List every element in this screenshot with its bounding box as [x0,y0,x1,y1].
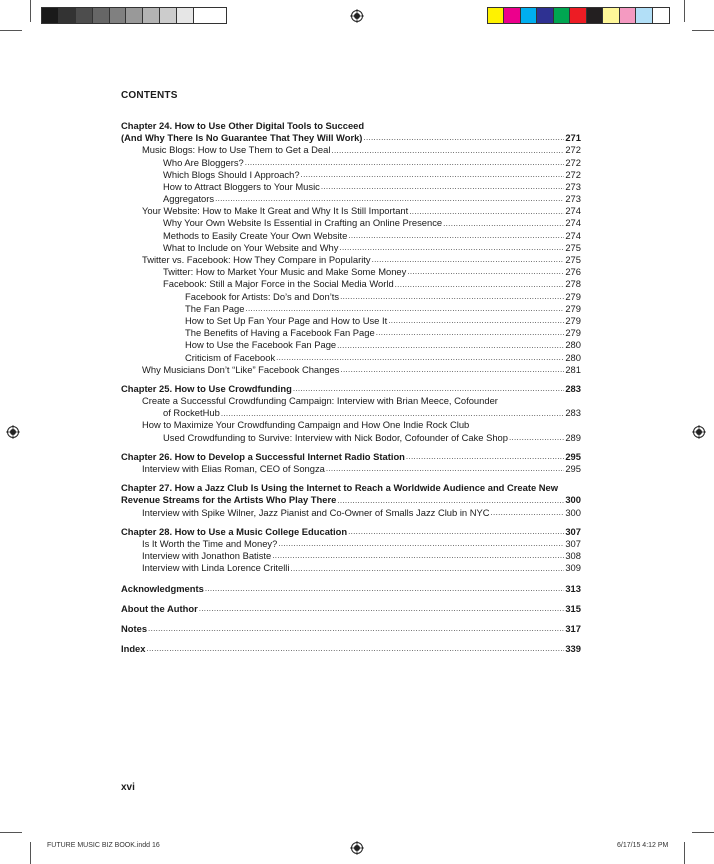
toc-line [121,352,581,364]
toc-line [121,230,581,242]
registration-mark-right-icon [692,425,706,439]
toc-chapter-entry [121,623,581,635]
toc-line [121,132,581,144]
toc-line [121,482,581,494]
toc-chapter-entry [121,583,581,595]
toc-entry [121,420,581,444]
toc-line [121,278,581,290]
footer-file-name: FUTURE MUSIC BIZ BOOK.indd 16 [47,842,160,849]
toc-line [121,254,581,266]
toc-page-number: 283 [565,382,581,394]
toc-chapter-entry [121,526,581,538]
toc-entry [121,364,581,376]
toc-dot-leader [339,242,564,254]
color-swatch [636,8,652,23]
toc-dot-leader [215,193,564,205]
toc-dot-leader [290,563,564,575]
toc-line [121,463,581,475]
toc-line [121,169,581,181]
toc-page-number: 308 [565,550,581,562]
toc-entry [121,291,581,303]
crop-mark-bottom-left-v [30,842,31,864]
toc-dot-leader [372,254,565,266]
toc-line [121,327,581,339]
crop-mark-bottom-right-v [684,842,685,864]
toc-line [121,218,581,230]
color-swatch [488,8,504,23]
toc-entry-title: Facebook: Still a Major Force in the Social Media World [163,278,394,290]
toc-dot-leader [205,583,565,595]
toc-line [121,583,581,595]
toc-dot-leader [491,507,565,519]
toc-entry-title: About the Author [121,602,198,614]
toc-dot-leader [321,181,564,193]
toc-page-number: 309 [565,562,581,574]
toc-dot-leader [443,218,564,230]
toc-entry [121,315,581,327]
toc-entry-title: Notes [121,622,148,634]
toc-dot-leader [509,432,564,444]
color-swatch [570,8,586,23]
toc-dot-leader [331,145,564,157]
toc-dot-leader [148,623,564,635]
toc-entry-title: Interview with Elias Roman, CEO of Songza [142,463,325,475]
crop-mark-bottom-left-h [0,832,22,833]
toc-entry-title: Chapter 27. How a Jazz Club Is Using the Internet to Reach a Worldwide Audience and Create New [121,482,559,494]
toc-dot-leader [376,327,565,339]
toc-page-number: 279 [565,327,581,339]
toc-entry-title: Why Musicians Don’t “Like” Facebook Changes [142,363,340,375]
toc-entry-title: How to Maximize Your Crowdfunding Campaign and How One Indie Rock Club [142,419,470,431]
toc-dot-leader [278,538,564,550]
toc-entry-title: Your Website: How to Make It Great and Why It Is Still Important [142,205,409,217]
toc-page-number: 313 [565,582,581,594]
toc-dot-leader [340,291,564,303]
color-swatch [126,8,143,23]
toc-page-number: 280 [565,351,581,363]
toc-page-number: 276 [565,266,581,278]
toc-page-number: 307 [565,537,581,549]
color-swatch [603,8,619,23]
toc-page-number: 283 [565,407,581,419]
toc-page-number: 295 [565,463,581,475]
process-color-bar [487,7,670,24]
page-number: xvi [121,782,135,793]
toc-entry-title: Methods to Easily Create Your Own Website [163,229,348,241]
toc-dot-leader [340,364,564,376]
color-swatch [537,8,553,23]
toc-entry-title: How to Attract Bloggers to Your Music [163,180,320,192]
toc-page-number: 274 [565,229,581,241]
toc-page-number: 273 [565,180,581,192]
toc-page-number: 272 [565,168,581,180]
toc-dot-leader [395,279,565,291]
toc-entry-title: Why Your Own Website Is Essential in Crafting an Online Presence [163,217,443,229]
toc-page-number: 279 [565,290,581,302]
toc-page-number: 279 [565,302,581,314]
crop-mark-top-right-v [684,0,685,22]
toc-dot-leader [301,169,565,181]
toc-entry [121,157,581,169]
toc-entry-title: Chapter 24. How to Use Other Digital Tools to Succeed [121,119,365,131]
toc-dot-leader [337,495,564,507]
toc-line [121,432,581,444]
registration-mark-left-icon [6,425,20,439]
toc-page-number: 315 [565,602,581,614]
toc-entry [121,339,581,351]
toc-entry [121,463,581,475]
toc-dot-leader [407,266,564,278]
toc-page-number: 272 [565,156,581,168]
toc-line [121,550,581,562]
toc-chapter-entry [121,383,581,395]
toc-entry-title: Chapter 25. How to Use Crowdfunding [121,382,292,394]
grayscale-color-bar [41,7,227,24]
color-swatch [504,8,520,23]
color-swatch [93,8,110,23]
toc-entry [121,254,581,266]
color-swatch [143,8,160,23]
toc-page-number: 279 [565,314,581,326]
toc-entry-title: How to Set Up Fan Your Page and How to Use It [185,314,388,326]
toc-entry [121,352,581,364]
color-swatch [59,8,76,23]
contents-heading: CONTENTS [121,90,178,101]
toc-entry [121,218,581,230]
toc-line [121,205,581,217]
toc-line [121,623,581,635]
toc-line [121,643,581,655]
toc-page-number: 289 [565,431,581,443]
toc-entry-title: Music Blogs: How to Use Them to Get a Deal [142,144,331,156]
color-swatch [194,8,211,23]
toc-line [121,242,581,254]
toc-entry [121,278,581,290]
toc-entry [121,266,581,278]
crop-mark-top-left-v [30,0,31,22]
toc-dot-leader [326,463,564,475]
crop-mark-bottom-right-h [692,832,714,833]
color-swatch [76,8,93,23]
toc-line [121,603,581,615]
toc-page-number: 273 [565,193,581,205]
toc-dot-leader [293,383,565,395]
toc-entry-title: Aggregators [163,193,215,205]
toc-page-number: 307 [565,525,581,537]
toc-page-number: 275 [565,241,581,253]
toc-dot-leader [363,132,564,144]
toc-entry-title: Used Crowdfunding to Survive: Interview with Nick Bodor, Cofounder of Cake Shop [163,431,508,443]
toc-entry-title: Chapter 26. How to Develop a Successful Internet Radio Station [121,450,405,462]
toc-entry [121,327,581,339]
toc-entry-title: of RocketHub [163,407,220,419]
toc-entry [121,303,581,315]
toc-dot-leader [245,157,565,169]
toc-line [121,266,581,278]
toc-line [121,303,581,315]
toc-line [121,407,581,419]
toc-dot-leader [348,230,564,242]
toc-line [121,144,581,156]
toc-page-number: 274 [565,217,581,229]
toc-line [121,120,581,132]
toc-page-number: 271 [565,132,581,144]
toc-line [121,383,581,395]
toc-dot-leader [245,303,564,315]
toc-line [121,538,581,550]
toc-entry-title: Criticism of Facebook [185,351,276,363]
toc-entry-title: Chapter 28. How to Use a Music College Education [121,525,348,537]
color-swatch [587,8,603,23]
toc-dot-leader [388,315,564,327]
toc-entry [121,538,581,550]
toc-line [121,315,581,327]
toc-page-number: 339 [565,643,581,655]
registration-mark-bottom-icon [350,841,364,855]
toc-dot-leader [221,408,565,420]
toc-entry [121,169,581,181]
toc-entry-title: What to Include on Your Website and Why [163,241,339,253]
toc-chapter-entry [121,451,581,463]
color-swatch [42,8,59,23]
toc-page-number: 295 [565,450,581,462]
toc-entry [121,181,581,193]
footer-timestamp: 6/17/15 4:12 PM [617,842,669,849]
toc-entry-title: (And Why There Is No Guarantee That They Will Work) [121,132,363,144]
toc-entry [121,205,581,217]
color-swatch [160,8,177,23]
toc-dot-leader [276,352,564,364]
color-swatch [620,8,636,23]
toc-dot-leader [199,603,565,615]
toc-chapter-entry [121,643,581,655]
toc-page-number: 278 [565,278,581,290]
toc-entry-title: Interview with Spike Wilner, Jazz Pianist and Co-Owner of Smalls Jazz Club in NYC [142,506,490,518]
toc-page-number: 317 [565,622,581,634]
color-swatch [110,8,127,23]
toc-entry [121,230,581,242]
toc-entry-title: Who Are Bloggers? [163,156,244,168]
toc-dot-leader [348,526,564,538]
toc-entry [121,193,581,205]
toc-entry-title: Index [121,643,146,655]
toc-page-number: 272 [565,144,581,156]
toc-entry-title: Is It Worth the Time and Money? [142,537,278,549]
toc-entry [121,562,581,574]
toc-line [121,494,581,506]
table-of-contents [121,120,581,655]
toc-entry-title: The Benefits of Having a Facebook Fan Page [185,327,375,339]
toc-page-number: 275 [565,254,581,266]
toc-entry-title: Which Blogs Should I Approach? [163,168,300,180]
toc-line [121,526,581,538]
toc-entry-title: How to Use the Facebook Fan Page [185,339,337,351]
toc-entry [121,507,581,519]
toc-line [121,157,581,169]
toc-entry-title: Create a Successful Crowdfunding Campaign: Interview with Brian Meece, Cofounder [142,395,498,407]
crop-mark-top-right-h [692,30,714,31]
toc-entry [121,395,581,419]
color-swatch [521,8,537,23]
toc-entry [121,550,581,562]
toc-page-number: 300 [565,494,581,506]
color-swatch [554,8,570,23]
toc-line [121,339,581,351]
toc-entry-title: Revenue Streams for the Artists Who Play There [121,494,337,506]
toc-entry-title: Acknowledgments [121,582,204,594]
toc-dot-leader [409,206,564,218]
toc-line [121,193,581,205]
toc-page-number: 281 [565,363,581,375]
toc-entry-title: Facebook for Artists: Do’s and Don’ts [185,290,340,302]
registration-mark-top-icon [350,9,364,23]
toc-entry-title: Interview with Linda Lorence Critelli [142,562,290,574]
toc-line [121,291,581,303]
toc-chapter-entry [121,482,581,506]
toc-dot-leader [406,451,564,463]
toc-dot-leader [147,643,565,655]
toc-entry [121,242,581,254]
toc-dot-leader [337,340,564,352]
toc-page-number: 274 [565,205,581,217]
toc-entry-title: Twitter: How to Market Your Music and Make Some Money [163,266,407,278]
color-swatch [653,8,669,23]
toc-entry-title: The Fan Page [185,302,245,314]
color-swatch [177,8,194,23]
toc-entry-title: Twitter vs. Facebook: How They Compare in Popularity [142,254,371,266]
crop-mark-top-left-h [0,30,22,31]
toc-entry [121,144,581,156]
toc-chapter-entry [121,603,581,615]
toc-dot-leader [272,550,564,562]
toc-page-number: 300 [565,506,581,518]
toc-line [121,395,581,407]
toc-line [121,420,581,432]
toc-entry-title: Interview with Jonathon Batiste [142,550,272,562]
toc-page-number: 280 [565,339,581,351]
toc-line [121,451,581,463]
toc-line [121,562,581,574]
toc-line [121,364,581,376]
toc-chapter-entry [121,120,581,144]
toc-line [121,507,581,519]
toc-line [121,181,581,193]
